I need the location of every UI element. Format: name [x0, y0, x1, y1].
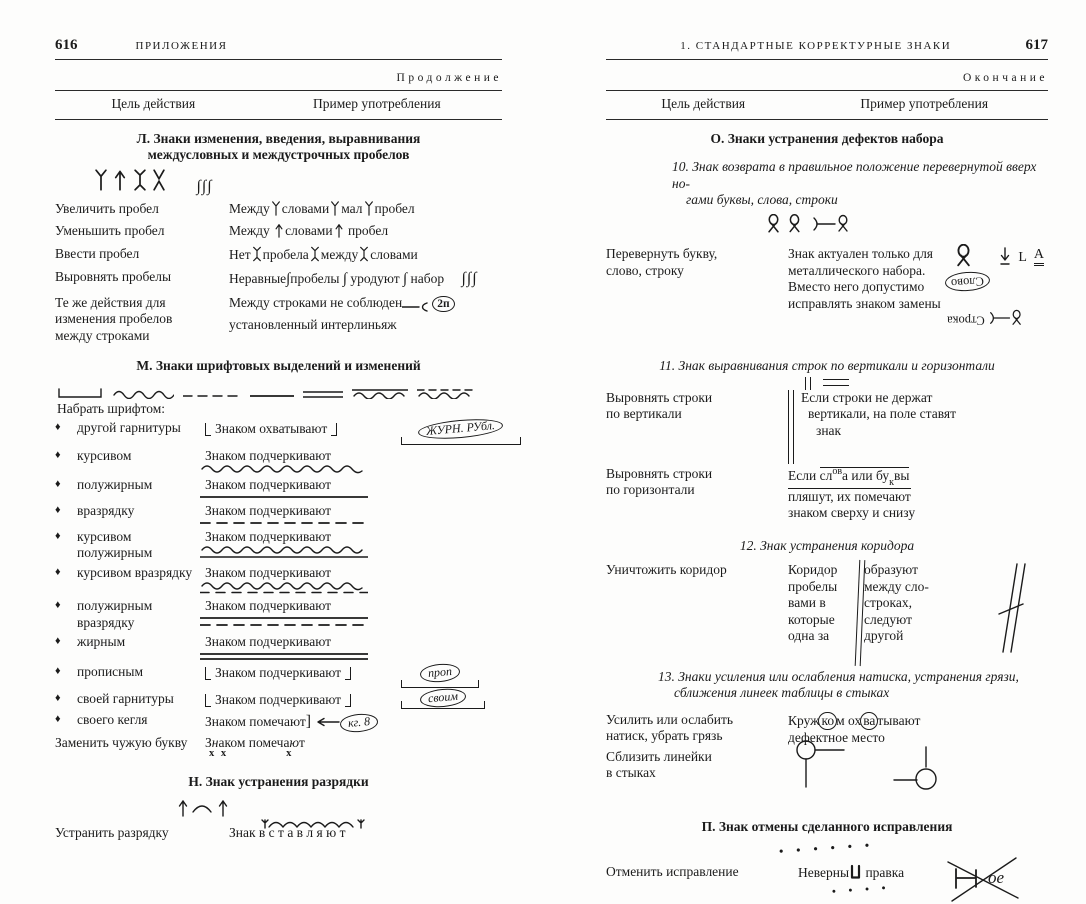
row-label: Перевернуть букву, слово, строку: [606, 246, 718, 278]
section-p-title: П. Знак отмены сделанного исправления: [701, 818, 953, 834]
row-example: Знаком подчеркивают: [203, 565, 387, 595]
under-bracket-icon: [401, 437, 521, 445]
row-label: Уменьшить пробел: [55, 223, 165, 239]
leading-value-mark: 2п: [432, 296, 454, 312]
table-row: [55, 420, 502, 445]
table-row: [55, 735, 502, 761]
row-example: Между строками не соблюден 2п установленный интерлиньяж: [215, 295, 502, 333]
inverted-line-example: Строка: [947, 308, 1022, 328]
bullet: ♦: [55, 448, 61, 461]
section-m-symbols: [57, 384, 502, 399]
solid-underline-icon: [200, 495, 368, 500]
half-bracket-icon: [205, 423, 211, 436]
table-row: [55, 598, 502, 631]
item-10-symbols: [766, 214, 1048, 238]
section-o-title: О. Знаки устранения дефектов набора: [710, 130, 944, 146]
letter-example: L: [1018, 250, 1027, 266]
page-number-left: 616: [55, 37, 78, 53]
continuation-label: Продолжение: [396, 72, 502, 85]
join-rules-mark-icon: [892, 745, 952, 801]
insert-space-mark-icon: [132, 169, 148, 191]
range-bracket-icon: [57, 387, 103, 399]
wavy-underline-icon: [200, 465, 368, 474]
row-label: своего кегля: [77, 712, 148, 728]
row-label: Увеличить пробел: [55, 200, 159, 216]
row-10-marks: [941, 246, 1048, 346]
remove-letterspacing-mark-icon: [175, 796, 233, 818]
invert-mark-icon: [788, 214, 801, 234]
size-bracket: ]: [305, 713, 312, 731]
row-example: Знаком подчеркивают: [203, 529, 387, 560]
inverted-word-example: Слово: [944, 271, 990, 294]
solid-line-icon: [250, 393, 294, 399]
row-example: Если $сл^{ов}а$ или $бу_квы$ пляшут, их помечают знаком сверху и снизу: [788, 465, 916, 521]
running-title-right: 1. СТАНДАРТНЫЕ КОРРЕКТУРНЫЕ ЗНАКИ: [680, 40, 952, 52]
row-label: Усилить или ослабить натиск, убрать грязь: [606, 711, 734, 744]
decrease-space-mark-icon: [112, 169, 128, 191]
row-example: Знаком подчеркивают: [203, 448, 387, 474]
row-example: Нет пробела между словами: [229, 246, 418, 262]
item-10-heading: 10. Знак возврата в правильное положение перевернутой вверх но- гами буквы, слова, строки: [672, 159, 1037, 208]
row-label: Выровнять строки по вертикали: [606, 389, 713, 422]
inverted-letters-example: [999, 246, 1044, 266]
table-row: [606, 390, 1048, 464]
row-example: Между словами пробел: [229, 223, 389, 239]
arc-marks-icon: [261, 819, 373, 829]
row-example: Знаком подчеркивают: [203, 598, 387, 627]
vertical-align-mark-icon: [805, 377, 811, 390]
row-12-margin-mark: [929, 562, 1048, 658]
row-label: Те же действия для изменения пробелов между строками: [55, 294, 173, 343]
section-l-symbols: [93, 169, 502, 195]
row-label: Заменить чужую букву: [55, 734, 188, 750]
table-row: [606, 562, 1048, 658]
half-bracket-icon: [345, 694, 351, 707]
page-right: [606, 36, 1048, 903]
item-11-heading: 11. Знак выравнивания строк по вертикали и горизонтали: [659, 358, 995, 374]
section-m-title: М. Знаки шрифтовых выделений и изменений: [136, 358, 421, 374]
section-l-title: Л. Знаки изменения, введения, выравнивания междусловных и междустрочных пробелов: [136, 130, 421, 163]
replace-x-marks: х х х: [209, 748, 294, 760]
wavy-line-icon: [112, 389, 174, 399]
table-row: [55, 712, 502, 732]
table-row: [55, 664, 502, 689]
half-bracket-icon: [331, 423, 337, 436]
table-row: [55, 246, 502, 263]
running-title-left: ПРИЛОЖЕНИЯ: [135, 40, 228, 52]
row-label: своей гарнитуры: [77, 691, 174, 707]
row-label: Отменить исправление: [606, 864, 739, 880]
row-example: Знаком помечают] кг. 8: [203, 712, 387, 732]
increase-space-mark-icon: [271, 201, 281, 216]
table-row: [55, 201, 502, 217]
row-example: Знак актуален только для металлического набора. Вместо него допустимо исправлять знаком замены: [788, 246, 941, 311]
table-row: [55, 529, 502, 562]
decrease-space-mark-icon: [274, 223, 284, 238]
row-label: вразрядку: [77, 502, 135, 518]
row-example: Между словами мал пробел: [229, 200, 415, 216]
bullet: ♦: [55, 664, 61, 677]
circle-mark: ко: [818, 712, 837, 730]
invert-line-mark-icon: [811, 214, 849, 234]
column-header-example: Пример употребления: [313, 96, 441, 112]
handwritten-note: кг. 8: [340, 712, 380, 733]
vertical-align-mark-icon: [788, 390, 794, 464]
leading-mark-icon: [402, 301, 432, 317]
stet-dots-mark: • • • •: [831, 881, 891, 898]
equalize-space-mark: ∫∫∫: [196, 177, 213, 195]
equalize-mark: ∫: [286, 271, 291, 288]
table-row: [55, 223, 502, 239]
corridor-margin-mark-icon: [995, 562, 1029, 654]
running-head-left: [55, 36, 502, 60]
bullet: ♦: [55, 565, 61, 578]
row-label: Ввести пробел: [55, 245, 140, 261]
bullet: ♦: [55, 635, 61, 648]
column-header-goal: Цель действия: [111, 96, 196, 112]
insert-space-mark-icon: [310, 246, 320, 262]
margin-note: [401, 664, 479, 689]
increase-space-mark-icon: [330, 201, 340, 216]
dashed-line-icon: [183, 393, 241, 399]
row-example: Знаком подчеркивают: [203, 477, 387, 499]
table-header-left: [55, 90, 502, 119]
column-header-goal: Цель действия: [661, 96, 746, 112]
handwritten-note: ЖУРН. РУбл.: [418, 416, 504, 441]
row-label: курсивом полужирным: [77, 529, 153, 561]
table-header-right: [606, 90, 1048, 119]
half-bracket-icon: [205, 694, 211, 707]
row-label: курсивом: [77, 447, 132, 463]
row-example: Знаком помечают х х х: [203, 735, 387, 761]
invert-line-mark-icon: [988, 308, 1022, 328]
bullet: ♦: [55, 503, 61, 516]
equalize-mark: ∫: [342, 271, 347, 288]
row-example: Знаком подчеркивают: [203, 503, 387, 526]
table-row: [55, 448, 502, 474]
equalize-mark: ∫: [403, 271, 408, 288]
solid-dashed-underline-icon: [200, 616, 368, 628]
bullet: ♦: [55, 420, 61, 433]
row-label: Уничтожить коридор: [606, 562, 727, 578]
row-example: Коридор образуют пробелы между сло- вами в строках, которые следуют одна за другой: [774, 562, 929, 644]
bullet: ♦: [55, 599, 61, 612]
row-label: Сблизить линейки в стыках: [606, 748, 712, 780]
increase-space-mark-icon: [364, 201, 374, 216]
row-example: [774, 749, 1048, 807]
insert-space-mark-icon: [252, 246, 262, 262]
typeface-intro: Набрать шрифтом:: [57, 400, 166, 416]
table-row: [55, 477, 502, 499]
row-label: полужирным: [77, 477, 153, 493]
row-label: жирным: [77, 634, 126, 650]
table-row: [55, 825, 502, 841]
increase-space-mark-icon: [93, 169, 109, 191]
ending-label: Окончание: [962, 72, 1048, 85]
row-example: Знаком подчеркивают: [203, 691, 387, 708]
solid-wavy-line-icon: [352, 388, 408, 399]
row-example: Неверны правка • • • •: [798, 865, 905, 898]
row-label: полужирным вразрядку: [77, 598, 153, 630]
left-arrow-icon: [314, 717, 340, 727]
row-example: Знаком подчеркивают: [203, 634, 387, 660]
invert-mark-icon: [955, 244, 972, 268]
row-label: Выровнять строки по горизонтали: [606, 465, 713, 498]
wavy-solid-underline-icon: [200, 546, 368, 560]
bullet: ♦: [55, 478, 61, 491]
handwritten-note: проп: [419, 662, 460, 683]
double-underline-icon: [200, 652, 368, 661]
table-row: [55, 634, 502, 660]
table-row: [55, 503, 502, 526]
section-n-title: Н. Знак устранения разрядки: [188, 773, 369, 789]
item-11-symbols: [606, 376, 1048, 390]
table-row: [55, 565, 502, 595]
page-number-right: 617: [1025, 37, 1048, 53]
cancel-note-glyph: ое: [988, 868, 1005, 888]
horizontal-align-mark-icon: [823, 379, 849, 386]
row-example: Если строки не держат вертикали, на поле ставят знак: [774, 390, 1048, 464]
join-rules-mark-icon: [792, 737, 852, 789]
inverted-letter-mark-icon: [999, 247, 1011, 266]
handwritten-note: своим: [419, 687, 466, 709]
table-row: [55, 691, 502, 709]
wavy-dashed-underline-icon: [200, 582, 368, 595]
page-left: [55, 36, 502, 847]
row-example: Знаком охватывают: [203, 420, 387, 437]
margin-note: [401, 691, 485, 709]
bullet: ♦: [55, 692, 61, 705]
circle-mark: ва: [860, 712, 878, 730]
item-12-heading: 12. Знак устранения коридора: [739, 537, 915, 553]
row-label: другой гарнитуры: [77, 419, 181, 435]
table-row: [606, 246, 1048, 346]
table-row: [606, 749, 1048, 807]
letter-example: A: [1034, 246, 1044, 266]
row-example: Знаком подчеркивают: [203, 664, 387, 681]
row-label: курсивом вразрядку: [77, 564, 193, 580]
decrease-space-mark-icon: [334, 223, 344, 238]
row-example: Неравные∫пробелы ∫ уродуют ∫ набор ∫∫∫: [229, 270, 478, 288]
running-head-right: [606, 36, 1048, 60]
table-row: [55, 269, 502, 289]
half-bracket-icon: [205, 667, 211, 680]
remove-space-mark-icon: [151, 169, 167, 191]
dashed-underline-icon: [200, 520, 368, 526]
stet-dots-mark: • • • • • •: [778, 837, 875, 859]
margin-note: [401, 420, 521, 445]
equalize-mark-triple: ∫∫∫: [461, 270, 478, 288]
row-label: прописным: [77, 663, 144, 679]
row-example: Круж ко м ох ва тывают дефектное место: [788, 712, 921, 746]
cancel-x-mark-icon: [946, 854, 1024, 904]
row-label: Устранить разрядку: [55, 824, 169, 840]
table-row: [606, 466, 1048, 522]
insert-space-mark-icon: [359, 246, 369, 262]
double-line-icon: [303, 390, 343, 399]
table-row: [606, 864, 1048, 897]
dashed-wavy-line-icon: [417, 388, 473, 399]
table-row: [55, 295, 502, 344]
half-bracket-icon: [345, 667, 351, 680]
column-header-example: Пример употребления: [860, 96, 989, 112]
invert-mark-icon: [766, 214, 781, 234]
item-13-heading: 13. Знаки усиления или ослабления натиска, устранения грязи, сближения линеек таблицы в стыках: [658, 668, 1019, 701]
row-label: Выровнять пробелы: [55, 269, 172, 285]
correction-mark-icon: [849, 864, 862, 880]
bullet: ♦: [55, 530, 61, 543]
bullet: ♦: [55, 713, 61, 726]
row-example: Знак в с т а в л я ю т: [215, 825, 502, 841]
